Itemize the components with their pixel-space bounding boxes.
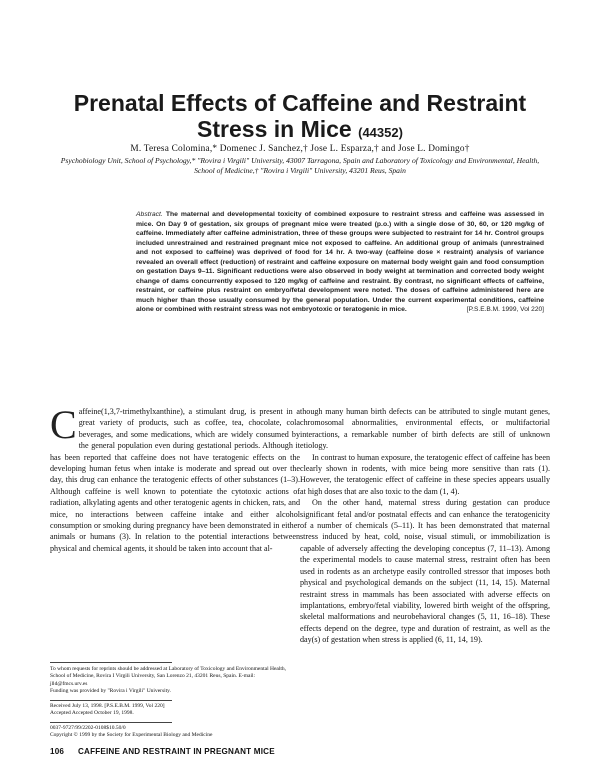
- paper-title: [40, 90, 560, 146]
- abstract: [136, 210, 544, 315]
- copyright-notice: Copyright © 1999 by the Society for Experimental Biology and Medicine: [50, 732, 213, 738]
- footnote-divider: [50, 662, 172, 663]
- abstract-text: The maternal and developmental toxicity of combined exposure to restraint stress and caffeine was assessed in mice. On Day 9 of gestation, six groups of pregnant mice were treated (p.o.) with a single dose of 30, 60, or 120 mg/kg of caffeine. Immediately after caffeine administration, three of these groups were subjected to restraint for 14 hr. Control groups included unrestrained and restrained pregnant mice not exposed to caffeine. An additional group of animals (unrestrained and not exposed to caffeine) was deprived of food for 14 hr. A two-way (caffeine dose × restraint) analysis of variance revealed an overall effect (reduction) of restraint and caffeine exposure on maternal body weight gain and food consumption on gestation Days 9–11. Significant reductions were also observed in body weight at termination and corrected body weight change of dams concurrently exposed to 120 mg/kg of caffeine and restraint. By contrast, no significant effects of caffeine, restraint, or caffeine plus restraint on embryo/fetal development were noted. The doses of caffeine administered here are much higher than those usually consumed by the general population. Under the current experimental conditions, caffeine alone or combined with restraint stress was not embryotoxic or teratogenic in mice.: [136, 211, 544, 314]
- abstract-label: Abstract.: [136, 211, 163, 218]
- affiliation: Psychobiology Unit, School of Psychology,* "Rovira i Virgili" University, 43007 Tarragona, Spain and Laboratory of Toxicology and Environmental, Health, School of Medicine,† "Rovira i Virgili" University, 43201 Reus, Spain: [60, 156, 540, 175]
- drop-cap: C: [50, 402, 77, 447]
- body-paragraph: [50, 402, 300, 554]
- issn-code: 0037-9727/99/2202-0108$10.50/0: [50, 725, 126, 731]
- article-number: (44352): [358, 125, 403, 140]
- running-title: CAFFEINE AND RESTRAINT IN PREGNANT MICE: [78, 747, 275, 756]
- body-column-right: [300, 406, 550, 646]
- title-text: Prenatal Effects of Caffeine and Restraint Stress in Mice: [73, 90, 527, 142]
- received-date: Received July 13, 1998. [P.S.E.B.M. 1999, Vol 220]: [50, 703, 165, 709]
- accepted-date: Accepted Accepted October 19, 1998.: [50, 710, 134, 716]
- body-column-left: [50, 402, 300, 554]
- body-paragraph: On the other hand, maternal stress during gestation can produce significant fetal and/or postnatal effects and can enhance the teratogenicity of a number of chemicals (5–11). It has been demonstrated that maternal stress induced by heat, cold, noise, visual stimuli, or immobilization is capable of adversely affecting the developing conceptus (7, 11–13). Among the experimental models to cause maternal stress, restraint often has been used in rodents as an archetype easily controlled stressor that imposes both physical and psychological demands on the subject (11, 14, 15). Maternal restraint stress in mammals has been associated with adverse effects on implantations, embryo/fetal viability, lowered birth weight of the offspring, skeletal malformations and neurobehavioral changes (5, 11, 16–18). These effects depend on the degree, type and duration of restraint, as well as the day(s) of gestation when stress is applied (6, 11, 14, 19).: [300, 498, 550, 645]
- correspondence-footnote: To whom requests for reprints should be addressed at Laboratory of Toxicology and Environmental Health, School of Medicine, Rovira I Virgili University, San Lorenzo 21, 43201 Reus, Spain. E-mail: jlld@fmcs.urv.es: [50, 666, 287, 687]
- body-paragraph: In contrast to human exposure, the teratogenic effect of caffeine has been clearly shown in rodents, with mice being more sensitive than rats (1). However, the teratogenic effect of caffeine in these species appears usually at high doses that are also toxic to the dam (1, 4).: [300, 452, 550, 496]
- paragraph-text: affeine(1,3,7-trimethylxanthine), a stimulant drug, is present in a great variety of products, such as coffee, tea, chocolate, cola beverages, and some medications, which are widely consumed by the general population even during gestational periods. Although it has been reported that caffeine does not have teratogenic effects on the developing human fetus when intake is moderate and spread out over the day, this drug can enhance the teratogenic effects of other substances (1–3). Although caffeine is well known to potentiate the cytotoxic actions of radiation, alkylating agents and other teratogenic agents in chicken, rats, and mice, no interactions between caffeine intake and either alcohol consumption or smoking during pregnancy have been demonstrated in either animals or humans (3). In relation to the potential interactions between physical and chemical agents, it should be taken into account that al-: [50, 407, 300, 553]
- footnote-divider: [50, 700, 172, 701]
- footnote-divider: [50, 722, 172, 723]
- page-footer: [50, 747, 550, 756]
- funding-footnote: Funding was provided by "Rovira i Virgili" University.: [50, 688, 171, 694]
- body-paragraph: though many human birth defects can be attributed to single mutant genes, chromosomal abnormalities, environmental effects, or multifactorial interactions, a remarkable number of birth defects are still of unknown etiology.: [300, 407, 550, 451]
- abstract-citation: [P.S.E.B.M. 1999, Vol 220]: [466, 306, 544, 314]
- author-list: M. Teresa Colomina,* Domenec J. Sanchez,† Jose L. Esparza,† and Jose L. Domingo†: [130, 144, 470, 154]
- page-number: 106: [50, 747, 65, 756]
